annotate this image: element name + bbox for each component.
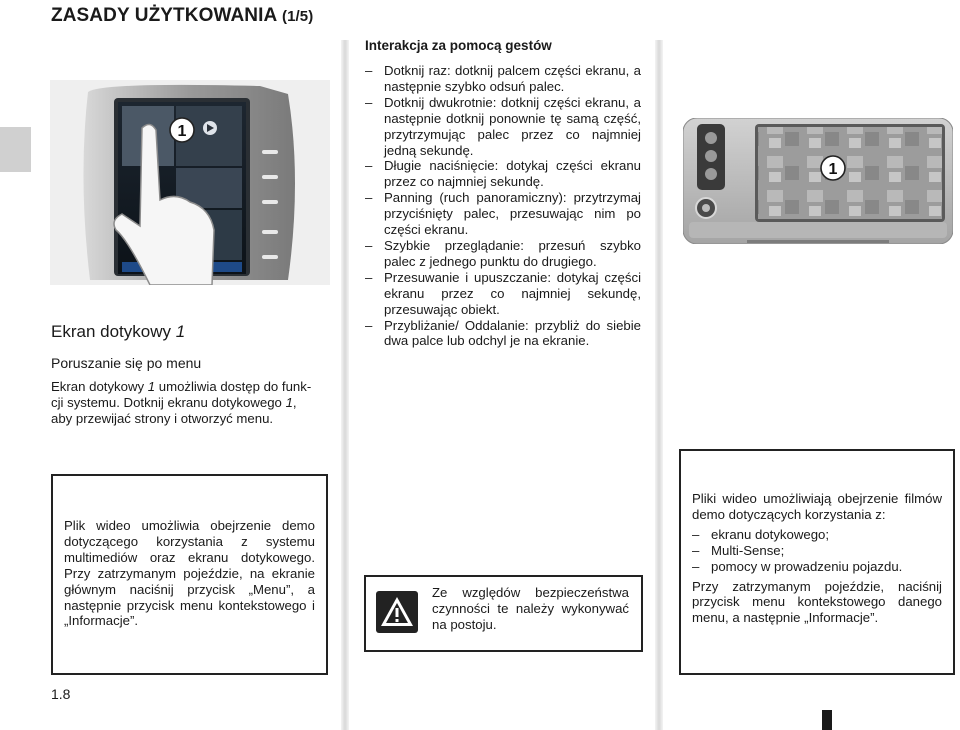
demo-films-note [679, 449, 955, 675]
list-item: – Multi-Sense; [692, 543, 942, 559]
list-item: – Szybkie przeglądanie: przesuń szybko palec z jednego punktu do drugiego. [365, 238, 641, 270]
subheading: Poruszanie się po menu [51, 355, 202, 371]
title-text: ZASADY UŻYTKOWANIA [51, 5, 277, 26]
column-divider-left [341, 40, 349, 730]
warning-icon [376, 591, 418, 633]
intro-line: Ekran dotykowy 1 umożliwia dostęp do funk- [51, 379, 312, 394]
demo-video-note [51, 474, 328, 675]
safety-warning-text: Ze względów bezpieczeństwa czynności te należy wykonywać na postoju. [432, 585, 629, 632]
gestures-list [365, 63, 641, 349]
safety-warning-box [364, 575, 643, 652]
title-part: (1/5) [281, 8, 314, 25]
demo-films-list [692, 527, 942, 575]
chapter-tab [0, 127, 31, 172]
demo-films-intro: Pliki wideo umożliwiają obejrzenie filmów demo dotyczących korzystania z: [692, 491, 942, 522]
section-title: Ekran dotykowy 1 [51, 322, 186, 341]
landscape-screen-illustration [683, 118, 953, 244]
gestures-heading: Interakcja za pomocą gestów [365, 38, 552, 53]
column-divider-right [655, 40, 663, 730]
right-image-callout: 1 [828, 161, 838, 178]
section-title-number: 1 [175, 322, 186, 341]
left-image-callout: 1 [177, 123, 187, 140]
list-item: – Dotknij dwukrotnie: dotknij części ekranu, a następnie dotknij ponownie tę samą część, przytrzymując palec przez co najmniej jedną sekundę. [365, 95, 641, 159]
list-item: – pomocy w prowadzeniu pojazdu. [692, 559, 942, 575]
corner-mark [822, 710, 832, 730]
list-item: – Panning (ruch panoramiczny): przytrzymaj przyciśnięty palec, przesuwając nim po części ekranu. [365, 190, 641, 238]
touchscreen-illustration [50, 80, 330, 285]
list-item: – Przybliżanie/ Oddalanie: przybliż do siebie dwa palce lub odchyl je na ekranie. [365, 318, 641, 350]
demo-films-outro: Przy zatrzymanym pojeździe, naciśnij przycisk menu kontekstowego danego menu, a następnie „Informacje”. [692, 578, 942, 626]
list-item: – Długie naciśnięcie: dotykaj części ekranu przez co najmniej sekundę. [365, 158, 641, 190]
intro-line: cji systemu. Dotknij ekranu dotykowego 1, [51, 394, 297, 410]
page-number: 1.8 [51, 686, 71, 702]
page-title [51, 5, 313, 27]
list-item: – Przesuwanie i upuszczanie: dotykaj części ekranu przez co najmniej sekundę, przesuwając obiekt. [365, 270, 641, 318]
intro-paragraph [51, 379, 329, 427]
list-item: – Dotknij raz: dotknij palcem części ekranu, a następnie szybko odsuń palec. [365, 63, 641, 95]
intro-line: aby przewijać strony i otworzyć menu. [51, 410, 274, 426]
list-item: – ekranu dotykowego; [692, 527, 942, 543]
demo-video-text: Plik wideo umożliwia obejrzenie demo dotyczącego korzystania z systemu multimediów oraz ekranu dotykowego. Przy zatrzymanym pojeździe, na ekranie głównym naciśnij przycisk „Menu”, a następnie przycisk menu kontekstowego i „Informacje”. [64, 518, 315, 629]
